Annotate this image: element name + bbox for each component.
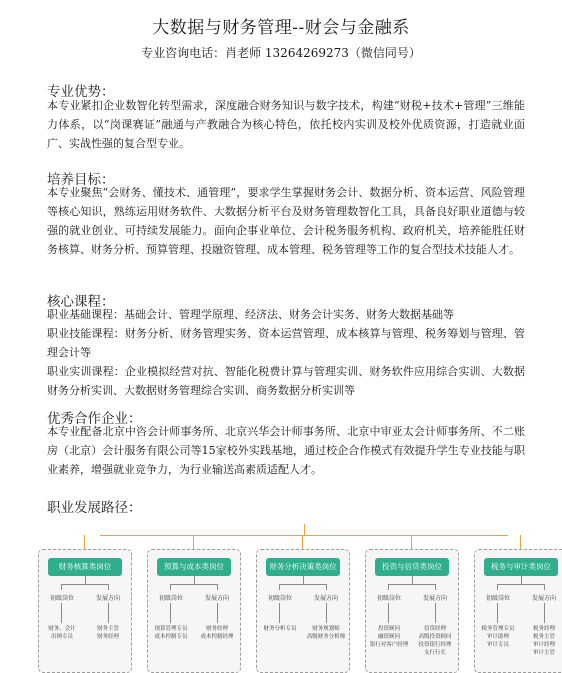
tree-connector	[521, 576, 522, 584]
career-heading: 职业发展路径：	[47, 500, 142, 516]
tree-connector	[388, 584, 436, 585]
tree-connector	[326, 603, 327, 623]
card-connector	[84, 535, 85, 550]
tree-connector	[217, 603, 218, 623]
page-title: 大数据与财务管理--财会与金融系	[152, 18, 410, 38]
position-item: 财务分析专员	[263, 626, 297, 632]
development-label: 发展方向	[95, 595, 120, 602]
entry-level-label: 初级岗位	[485, 595, 510, 602]
tree-connector	[279, 584, 280, 590]
position-item: 成本控制经理	[200, 634, 234, 640]
tree-connector	[61, 584, 62, 590]
tree-connector	[170, 584, 171, 590]
position-item: 税务管理专员	[481, 626, 515, 632]
advantage-heading: 专业优势：	[47, 84, 115, 100]
tree-connector	[108, 603, 109, 623]
position-item: 税务主管	[532, 634, 555, 640]
position-item: 投资银行经理	[418, 642, 452, 648]
career-card	[38, 549, 132, 673]
development-label: 发展方向	[313, 595, 338, 602]
position-item: 预算管理专员	[154, 626, 188, 632]
entry-level-label: 初级岗位	[49, 595, 74, 602]
card-connector	[193, 535, 194, 550]
career-card	[474, 549, 562, 673]
career-card	[147, 549, 241, 673]
tree-connector	[497, 584, 498, 590]
entry-level-list	[39, 625, 85, 641]
top-connector	[100, 535, 508, 536]
career-card	[256, 549, 350, 673]
position-item: 银行对客户经理	[369, 642, 409, 648]
tree-connector	[61, 584, 109, 585]
tree-connector	[108, 584, 109, 590]
position-item: 财务经理	[205, 626, 228, 632]
course-item-practice: 职业实训课程：企业模拟经营对抗、智能化税费计算与管理实训、财务软件应用综合实训、大数据财务分析实训、大数据财务管理综合实训、商务数据分析实训等	[47, 365, 525, 397]
position-item: 财务经理	[96, 634, 119, 640]
tree-connector	[194, 576, 195, 584]
trunk-connector	[304, 524, 305, 535]
tree-connector	[388, 603, 389, 623]
courses-list	[47, 305, 525, 400]
tree-connector	[85, 576, 86, 584]
goal-heading: 培养目标：	[47, 172, 115, 188]
position-item: 财务主管	[96, 626, 119, 632]
tree-connector	[497, 584, 545, 585]
career-card-title: 预算与成本类岗位	[157, 558, 231, 576]
development-list	[303, 625, 349, 641]
position-item: 审计专员	[486, 642, 509, 648]
position-item: 融资顾问	[377, 634, 400, 640]
position-item: 成本控制专员	[154, 634, 188, 640]
entry-level-list	[475, 625, 521, 649]
tree-connector	[217, 584, 218, 590]
position-item: 高级投资顾问	[418, 634, 452, 640]
courses-heading: 核心课程：	[47, 294, 115, 310]
position-item: 审计经理	[532, 642, 555, 648]
entry-level-label: 初级岗位	[158, 595, 183, 602]
position-item: 审计主管	[532, 650, 555, 656]
position-item: 投资顾问	[377, 626, 400, 632]
position-item: 信贷经理	[423, 626, 446, 632]
position-item: 财务、会计	[48, 626, 76, 632]
tree-connector	[170, 603, 171, 623]
tree-connector	[388, 584, 389, 590]
career-card-title: 财务分析决策类岗位	[266, 558, 340, 576]
career-card-title: 财务核算类岗位	[48, 558, 122, 576]
development-list	[412, 625, 458, 657]
tree-connector	[544, 603, 545, 623]
tree-connector	[326, 584, 327, 590]
career-path-diagram	[38, 524, 556, 669]
development-list	[521, 625, 562, 657]
position-item: 高级财务分析师	[306, 634, 346, 640]
card-connector	[411, 535, 412, 550]
entry-level-list	[148, 625, 194, 641]
goal-text: 本专业聚焦“会财务、懂技术、通管理”，要求学生掌握财务会计、数据分析、资本运营、风险管理等核心知识，熟练运用财务软件、大数据分析平台及财务管理数智化工具，具备良好职业道德与较强的就业创业、可持续发展能力。面向企事业单位、会计税务服务机构、政府机关，培养能胜任财务核算、财务分析、预算管理、投融资管理、成本管理、税务管理等工作的复合型技术技能人才。	[47, 186, 525, 256]
position-item: 财务规划师	[312, 626, 340, 632]
career-card	[365, 549, 459, 673]
position-item: 审计助理	[486, 634, 509, 640]
tree-connector	[279, 584, 327, 585]
tree-connector	[279, 603, 280, 623]
tree-connector	[435, 603, 436, 623]
tree-connector	[61, 603, 62, 623]
course-item-skill: 职业技能课程：财务分析、财务管理实务、资本运营管理、成本核算与管理、税务筹划与管理、管理会计等	[47, 327, 525, 359]
development-label: 发展方向	[531, 595, 556, 602]
career-card-title: 投资与信贷类岗位	[375, 558, 449, 576]
tree-connector	[303, 576, 304, 584]
tree-connector	[497, 603, 498, 623]
advantage-text: 本专业紧扣企业数智化转型需求，深度融合财务知识与数字技术，构建“财税+技术+管理”三维能力体系，以“岗课赛证”融通与产教融合为核心特色，依托校内实训及校外优质资源，打造就业面广、实战性强的复合型专业。	[47, 99, 525, 150]
development-list	[194, 625, 240, 641]
course-item-basic: 职业基础课程：基础会计、管理学原理、经济法、财务会计实务、财务大数据基础等	[47, 308, 454, 321]
entry-level-label: 初级岗位	[376, 595, 401, 602]
entry-level-list	[257, 625, 303, 633]
partners-text: 本专业配备北京中咨会计师事务所、北京兴华会计师事务所、北京中审亚太会计师事务所、不二账房（北京）会计服务有限公司等15家校外实践基地，通过校企合作模式有效提升学生专业技能与职业素养，增强就业竞争力，为行业输送高素质适配人才。	[47, 425, 525, 476]
tree-connector	[435, 584, 436, 590]
development-label: 发展方向	[204, 595, 229, 602]
development-label: 发展方向	[422, 595, 447, 602]
entry-level-list	[366, 625, 412, 649]
card-connector	[302, 535, 303, 550]
contact-line: 专业咨询电话：肖老师 13264269273（微信同号）	[141, 46, 421, 60]
tree-connector	[544, 584, 545, 590]
development-list	[85, 625, 131, 641]
position-item: 支行行长	[423, 650, 446, 656]
partners-heading: 优秀合作企业：	[47, 411, 142, 427]
card-connector	[520, 535, 521, 550]
career-card-title: 税务与审计类岗位	[484, 558, 558, 576]
tree-connector	[170, 584, 218, 585]
tree-connector	[412, 576, 413, 584]
position-item: 税务经理	[532, 626, 555, 632]
entry-level-label: 初级岗位	[267, 595, 292, 602]
position-item: 出纳专员	[50, 634, 73, 640]
